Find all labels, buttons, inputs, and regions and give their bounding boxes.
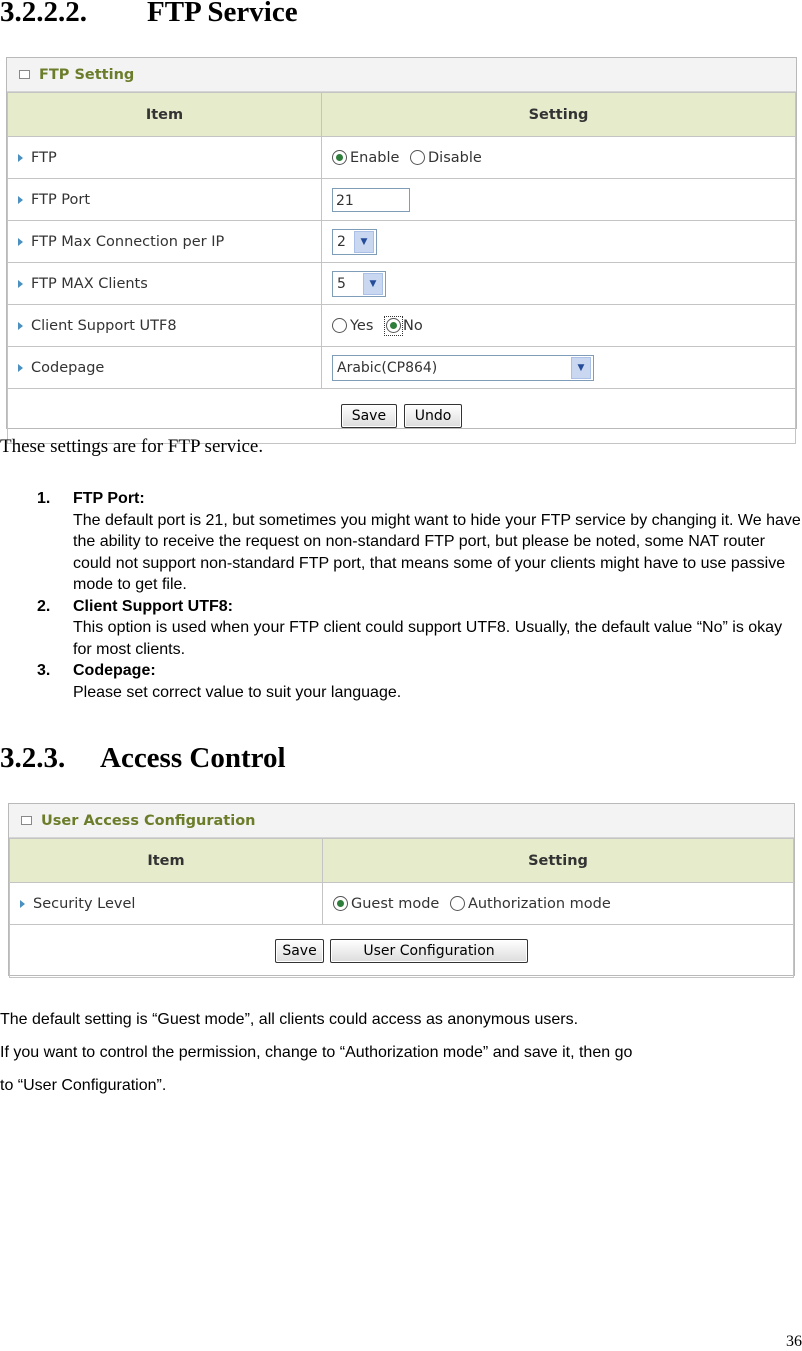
paragraph: If you want to control the permission, change to “Authorization mode” and save it, then go bbox=[0, 1044, 633, 1061]
row-label-codepage: Codepage bbox=[8, 347, 322, 389]
column-header-item: Item bbox=[8, 93, 322, 137]
table-row bbox=[8, 263, 796, 305]
list-item-description: Please set correct value to suit your language. bbox=[73, 683, 402, 701]
chevron-down-icon: ▼ bbox=[571, 357, 591, 379]
intro-text: These settings are for FTP service. bbox=[0, 436, 264, 457]
list-item-title: Client Support UTF8: bbox=[73, 597, 233, 615]
arrow-right-icon bbox=[18, 154, 23, 162]
paragraph: The default setting is “Guest mode”, all clients could access as anonymous users. bbox=[0, 1011, 579, 1028]
list-item: 3. Codepage: Please set correct value to suit your language. bbox=[0, 660, 802, 703]
arrow-right-icon bbox=[18, 322, 23, 330]
list-item: 2. Client Support UTF8: This option is used when your FTP client could support UTF8. Usually, the default value “No” is okay for most clients. bbox=[0, 596, 802, 661]
panel-header bbox=[9, 804, 794, 838]
chevron-down-icon: ▼ bbox=[354, 231, 374, 253]
list-item-description: This option is used when your FTP client could support UTF8. Usually, the default value “No” is okay for most clients. bbox=[73, 619, 783, 658]
codepage-select[interactable]: Arabic(CP864) ▼ bbox=[332, 355, 594, 381]
panel-title: FTP Setting bbox=[39, 66, 135, 83]
page-number: 36 bbox=[786, 1333, 802, 1350]
access-settings-table bbox=[9, 838, 794, 978]
arrow-right-icon bbox=[18, 364, 23, 372]
ftp-disable-label: Disable bbox=[428, 149, 482, 166]
arrow-right-icon bbox=[18, 238, 23, 246]
table-row bbox=[8, 305, 796, 347]
row-label-max-connection: FTP Max Connection per IP bbox=[8, 221, 322, 263]
panel-title: User Access Configuration bbox=[41, 812, 256, 829]
row-label-max-clients: FTP MAX Clients bbox=[8, 263, 322, 305]
ftp-enable-label: Enable bbox=[350, 149, 400, 166]
paragraph: to “User Configuration”. bbox=[0, 1077, 167, 1094]
section-title: FTP Service bbox=[147, 0, 298, 28]
panel-header bbox=[7, 58, 796, 92]
max-clients-select[interactable]: 5 ▼ bbox=[332, 271, 386, 297]
row-label-utf8: Client Support UTF8 bbox=[8, 305, 322, 347]
user-access-config-panel bbox=[8, 803, 795, 976]
ftp-enable-radio[interactable] bbox=[332, 150, 347, 165]
ftp-port-input[interactable]: 21 bbox=[332, 188, 410, 212]
list-item-description: The default port is 21, but sometimes you might want to hide your FTP service by changing it. We have the ability to receive the request on non-standard FTP port, but please be noted, some NAT router could not support non-standard FTP port, that means some of your clients might have to use passive mode to get file. bbox=[73, 511, 801, 593]
section-number: 3.2.3. bbox=[0, 742, 66, 774]
row-label-ftp: FTP bbox=[8, 137, 322, 179]
section-number: 3.2.2.2. bbox=[0, 0, 87, 28]
arrow-right-icon bbox=[18, 196, 23, 204]
authorization-mode-radio[interactable] bbox=[450, 896, 465, 911]
focus-outline bbox=[384, 316, 403, 336]
column-header-setting: Setting bbox=[323, 839, 794, 883]
authorization-mode-label: Authorization mode bbox=[467, 895, 611, 912]
section-title: Access Control bbox=[100, 742, 286, 774]
user-configuration-button[interactable]: User Configuration bbox=[330, 939, 527, 963]
save-button[interactable]: Save bbox=[275, 939, 323, 963]
guest-mode-radio[interactable] bbox=[333, 896, 348, 911]
ftp-disable-radio[interactable] bbox=[410, 150, 425, 165]
save-button[interactable]: Save bbox=[341, 404, 397, 428]
max-connection-select[interactable]: 2 ▼ bbox=[332, 229, 377, 255]
utf8-yes-radio[interactable] bbox=[332, 318, 347, 333]
column-header-item: Item bbox=[10, 839, 323, 883]
chevron-down-icon: ▼ bbox=[363, 273, 383, 295]
guest-mode-label: Guest mode bbox=[351, 895, 440, 912]
table-row bbox=[8, 221, 796, 263]
row-label-security-level: Security Level bbox=[10, 883, 323, 925]
utf8-no-radio[interactable] bbox=[386, 318, 401, 333]
utf8-no-label: No bbox=[403, 317, 423, 334]
list-item-title: FTP Port: bbox=[73, 490, 145, 507]
table-row bbox=[8, 137, 796, 179]
arrow-right-icon bbox=[18, 280, 23, 288]
table-row bbox=[10, 883, 794, 925]
list-item: 1. FTP Port: The default port is 21, but sometimes you might want to hide your FTP service by changing it. We have the ability to receive the request on non-standard FTP port, but please be noted, some NAT router could not support non-standard FTP port, that means some of your clients might have to use passive mode to get file. bbox=[0, 488, 802, 596]
collapse-icon bbox=[21, 816, 32, 825]
list-item-title: Codepage: bbox=[73, 662, 156, 679]
table-row bbox=[8, 347, 796, 389]
undo-button[interactable]: Undo bbox=[404, 404, 463, 428]
collapse-icon bbox=[19, 70, 30, 79]
settings-description-list bbox=[0, 488, 802, 703]
table-row bbox=[8, 179, 796, 221]
column-header-setting: Setting bbox=[322, 93, 796, 137]
row-label-ftp-port: FTP Port bbox=[8, 179, 322, 221]
ftp-setting-panel bbox=[6, 57, 797, 429]
arrow-right-icon bbox=[20, 900, 25, 908]
ftp-settings-table bbox=[7, 92, 796, 444]
utf8-yes-label: Yes bbox=[350, 317, 374, 334]
